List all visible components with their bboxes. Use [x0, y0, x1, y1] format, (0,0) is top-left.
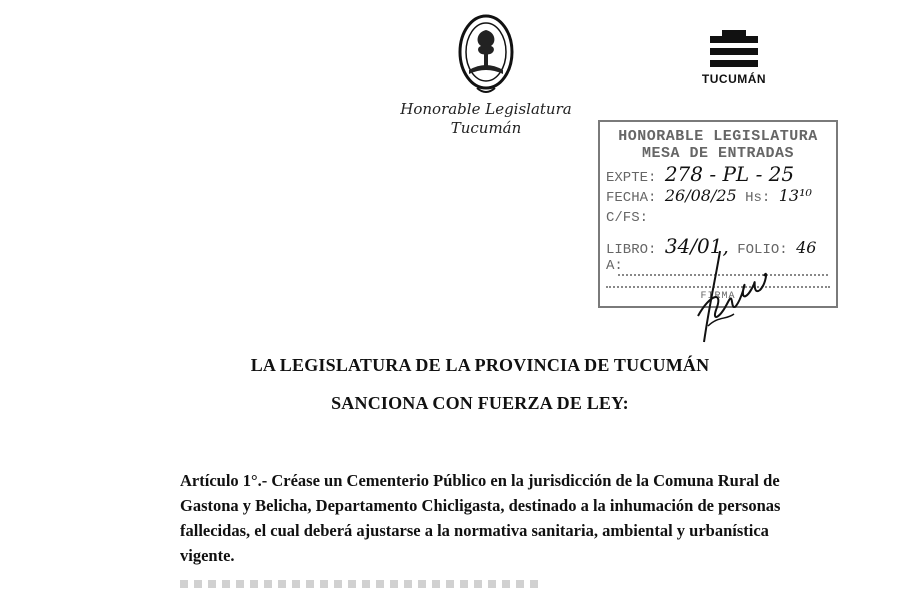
stamp-fecha-label: FECHA: [606, 190, 657, 206]
document-heading: LA LEGISLATURA DE LA PROVINCIA DE TUCUMÁN [250, 355, 710, 375]
handwritten-signature [690, 246, 780, 346]
stamp-folio-label: FOLIO: [737, 242, 788, 258]
stamp-expte-value: 278 - PL - 25 [664, 162, 795, 186]
stamp-fecha-value: 26/08/25 [664, 186, 737, 205]
stamp-title-line1: HONORABLE LEGISLATURA [618, 128, 818, 145]
stamp-expte-row [600, 162, 836, 186]
stamp-a-label: A: [606, 258, 623, 274]
legislature-name [396, 100, 576, 138]
stamp-folio-value: 46 [796, 238, 817, 257]
tucuman-bars-icon [704, 30, 764, 68]
stamp-cfs-label: C/FS: [606, 210, 649, 226]
tucuman-logo [698, 30, 770, 90]
legislature-name-line2: Tucumán [450, 119, 522, 137]
stamp-fecha-row [600, 186, 836, 210]
stamp-libro-label: LIBRO: [606, 242, 657, 258]
document-subheading: SANCIONA CON FUERZA DE LEY: [331, 393, 629, 413]
legislature-name-line1: Honorable Legislatura [400, 100, 572, 118]
legislature-seal-icon [455, 12, 517, 98]
article-1-paragraph: Artículo 1°.- Créase un Cementerio Público en la jurisdicción de la Comuna Rural de Gastona y Belicha, Departamento Chicligasta, destinado a la inhumación de personas fallecidas, el cual deberá ajustarse a la normativa sanitaria, ambiental y urbanística vigente. [180, 471, 781, 565]
stamp-hs-value: 13¹⁰ [778, 186, 812, 205]
stamp-title-line2: MESA DE ENTRADAS [641, 145, 795, 162]
stamp-expte-label: EXPTE: [606, 170, 657, 186]
cut-off-next-line [180, 580, 540, 588]
stamp-hs-label: Hs: [745, 190, 771, 206]
stamp-cfs-row [600, 210, 836, 234]
tucuman-brand-text: TUCUMÁN [701, 72, 767, 86]
stamp-libro-value: 34/01, [664, 234, 729, 258]
stamp-firma-label: FIRMA [700, 291, 736, 302]
